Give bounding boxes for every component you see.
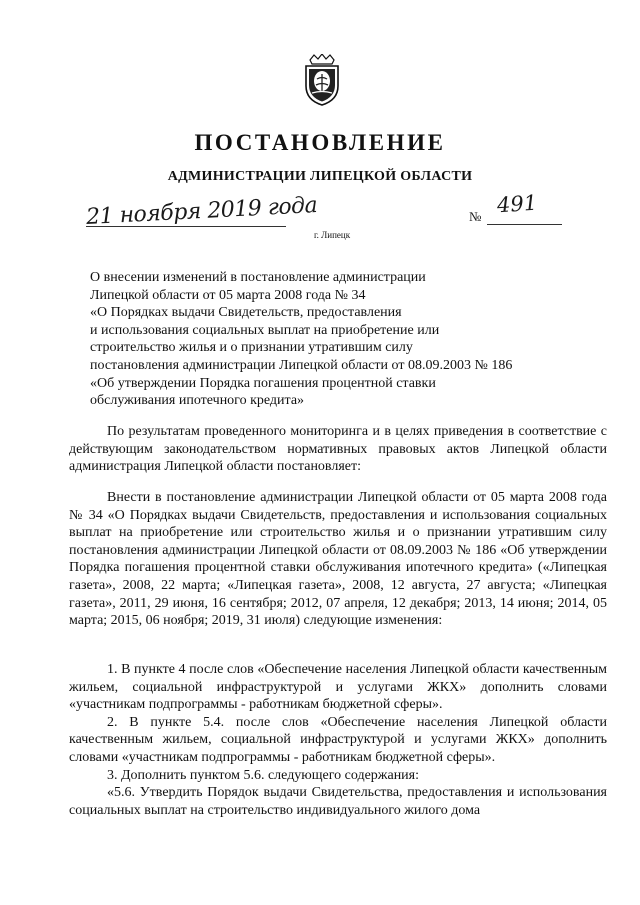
preamble-paragraph: По результатам проведенного мониторинга и в целях приведения в соответствие с действующим законодательством нормативных правовых актов Липецкой области администрация Липецкой области постановляет: <box>69 424 607 475</box>
change-item-3: 3. Дополнить пунктом 5.6. следующего содержания: <box>107 767 420 783</box>
subject-line: «О Порядках выдачи Свидетельств, предоставления <box>90 305 402 321</box>
subject-line: обслуживания ипотечного кредита» <box>90 393 305 409</box>
document-title: ПОСТАНОВЛЕНИЕ <box>194 130 446 155</box>
document-issuer: АДМИНИСТРАЦИИ ЛИПЕЦКОЙ ОБЛАСТИ <box>167 169 473 184</box>
subject-line: строительство жилья и о признании утратившим силу <box>90 340 413 356</box>
coat-of-arms-emblem <box>302 54 342 106</box>
change-item-2: 2. В пункте 5.4. после слов «Обеспечение населения Липецкой области качественным жильем, социальной инфраструктурой и услугами ЖКХ» дополнить словами «участникам подпрограммы - работникам бюджетной сферы». <box>69 714 607 765</box>
subject-line: Липецкой области от 05 марта 2008 года № 34 <box>90 287 366 303</box>
handwritten-date: 21 ноября 2019 года <box>85 192 318 231</box>
handwritten-number: 491 <box>496 190 538 218</box>
changes-list <box>69 661 607 819</box>
number-underline <box>487 224 562 225</box>
city-label: г. Липецк <box>314 230 351 240</box>
subject-line: «Об утверждении Порядка погашения процентной ставки <box>90 375 436 391</box>
change-item-1: 1. В пункте 4 после слов «Обеспечение населения Липецкой области качественным жильем, социальной инфраструктурой и услугами ЖКХ» дополнить словами «участникам подпрограммы - работникам бюджетной сферы». <box>69 662 607 713</box>
main-resolution-paragraph: Внести в постановление администрации Липецкой области от 05 марта 2008 года № 34 «О Порядках выдачи Свидетельств, предоставления и использования социальных выплат на приобретение или строительство жилья и о признании утратившим силу постановления администрации Липецкой области от 08.09.2003 № 186 «Об утверждении Порядка погашения процентной ставки обслуживания ипотечного кредита» («Липецкая газета», 2008, 22 марта; «Липецкая газета», 2008, 12 августа, 27 августа; «Липецкая газета», 2011, 29 июня, 16 сентября; 2012, 07 апреля, 12 декабря; 2013, 14 июня; 2014, 05 марта; 2015, 06 ноября; 2019, 31 июля) следующие изменения: <box>69 490 607 629</box>
change-item-3-text: «5.6. Утвердить Порядок выдачи Свидетельства, предоставления и использования социальных выплат на строительство индивидуального жилого дома <box>69 785 607 818</box>
subject-line: постановления администрации Липецкой области от 08.09.2003 № 186 <box>90 357 513 373</box>
number-label: № <box>469 209 482 224</box>
document-subject <box>90 269 530 410</box>
subject-line: О внесении изменений в постановление администрации <box>90 270 426 285</box>
subject-line: и использования социальных выплат на приобретение или <box>90 322 440 338</box>
date-underline <box>86 226 286 227</box>
